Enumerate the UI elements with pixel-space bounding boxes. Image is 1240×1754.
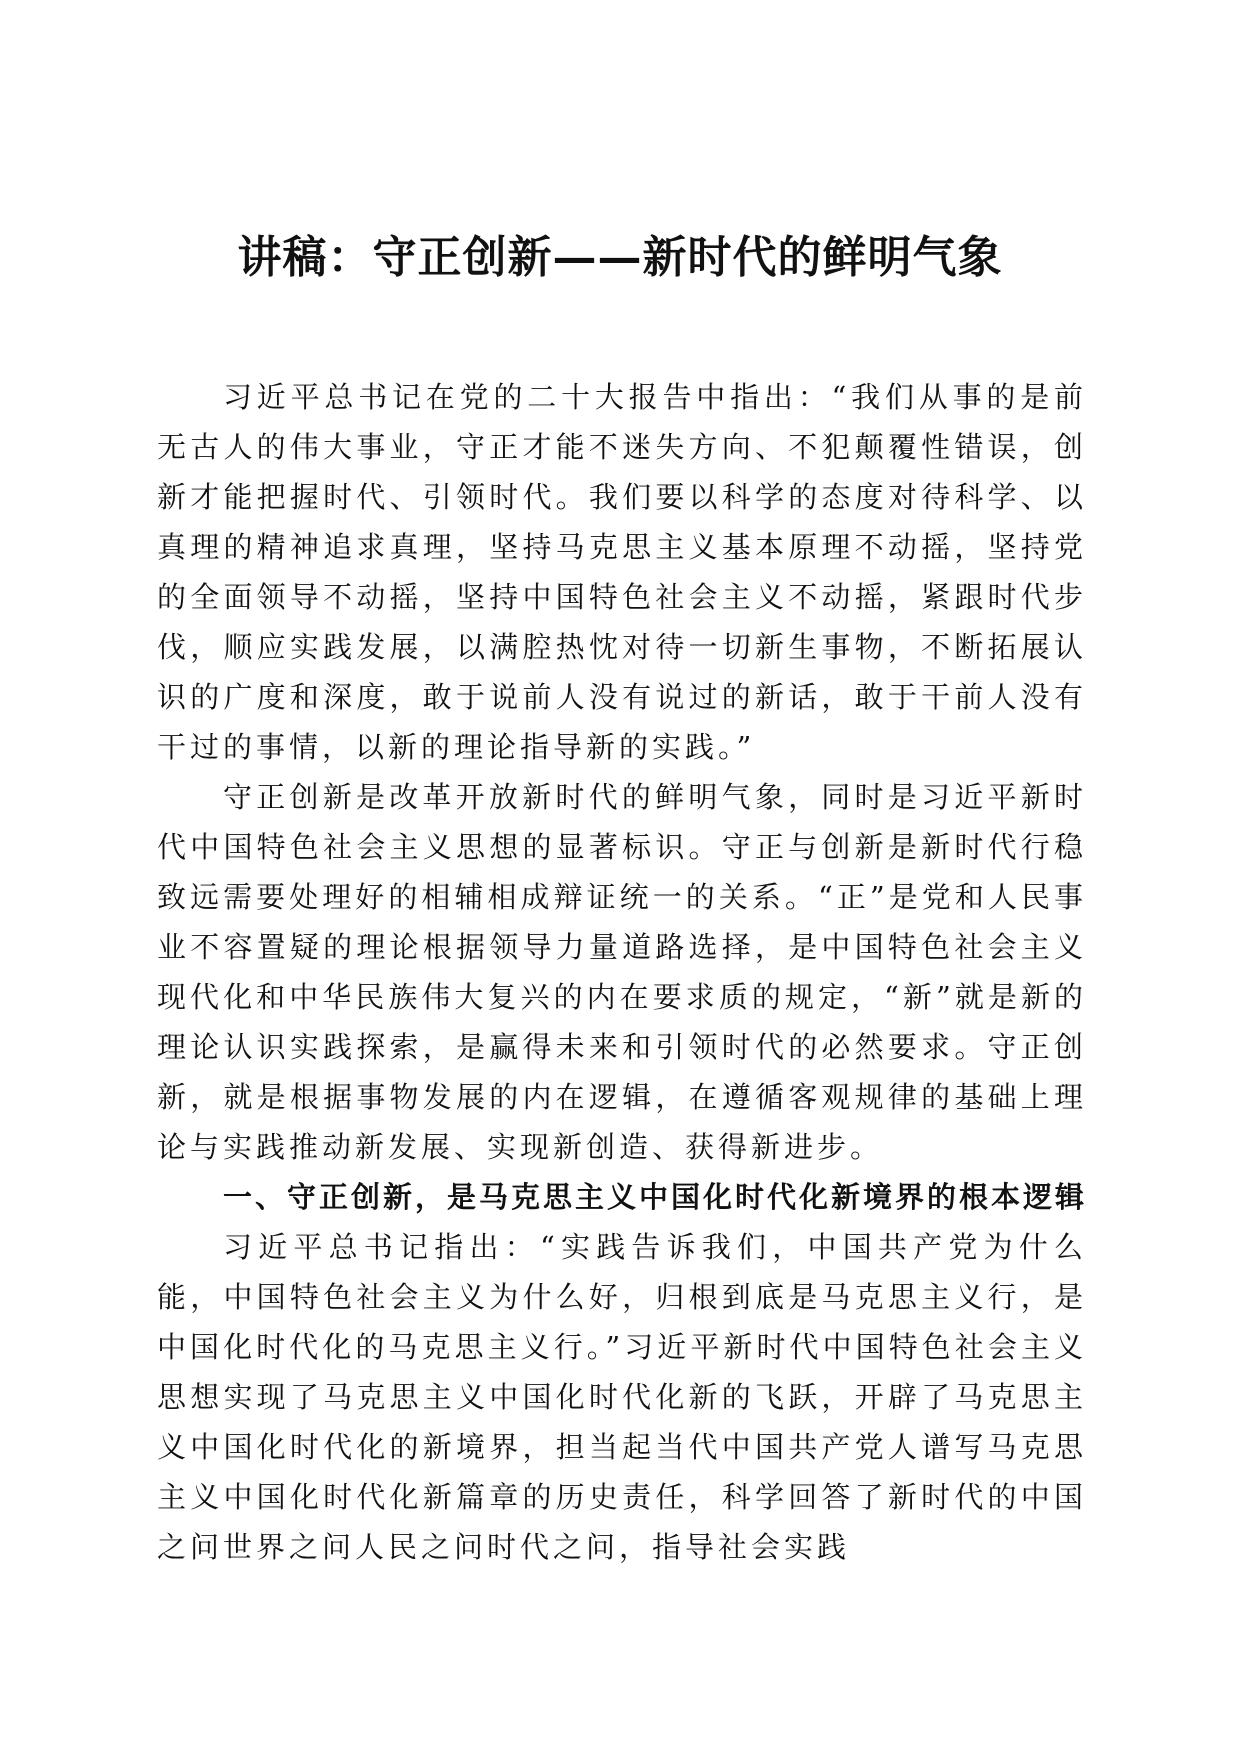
paragraph-1: 习近平总书记在党的二十大报告中指出：“我们从事的是前无古人的伟大事业，守正才能不迷失方向、不犯颠覆性错误，创新才能把握时代、引领时代。我们要以科学的态度对待科学、以真理的精神追求真理，坚持马克思主义基本原理不动摇，坚持党的全面领导不动摇，坚持中国特色社会主义不动摇，紧跟时代步伐，顺应实践发展，以满腔热忱对待一切新生事物，不断拓展认识的广度和深度，敢于说前人没有说过的新话，敢于干前人没有干过的事情，以新的理论指导新的实践。” bbox=[157, 380, 1087, 764]
section-paragraph: 习近平总书记指出：“实践告诉我们，中国共产党为什么能，中国特色社会主义为什么好，归根到底是马克思主义行，是中国化时代化的马克思主义行。”习近平新时代中国特色社会主义思想实现了马克思主义中国化时代化新的飞跃，开辟了马克思主义中国化时代化的新境界，担当起当代中国共产党人谱写马克思主义中国化时代化新篇章的历史责任，科学回答了新时代的中国之问世界之问人民之问时代之问，指导社会实践 bbox=[157, 1230, 1087, 1564]
section-heading: 一、守正创新，是马克思主义中国化时代化新境界的根本逻辑 bbox=[223, 1180, 1088, 1214]
paragraph-2: 守正创新是改革开放新时代的鲜明气象，同时是习近平新时代中国特色社会主义思想的显著标识。守正与创新是新时代行稳致远需要处理好的相辅相成辩证统一的关系。“正”是党和人民事业不容置疑的理论根据领导力量道路选择，是中国特色社会主义现代化和中华民族伟大复兴的内在要求质的规定，“新”就是新的理论认识实践探索，是赢得未来和引领时代的必然要求。守正创新，就是根据事物发展的内在逻辑，在遵循客观规律的基础上理论与实践推动新发展、实现新创造、获得新进步。 bbox=[157, 780, 1087, 1164]
document-body bbox=[157, 372, 1087, 1572]
document-title: 讲稿：守正创新——新时代的鲜明气象 bbox=[237, 232, 1003, 283]
